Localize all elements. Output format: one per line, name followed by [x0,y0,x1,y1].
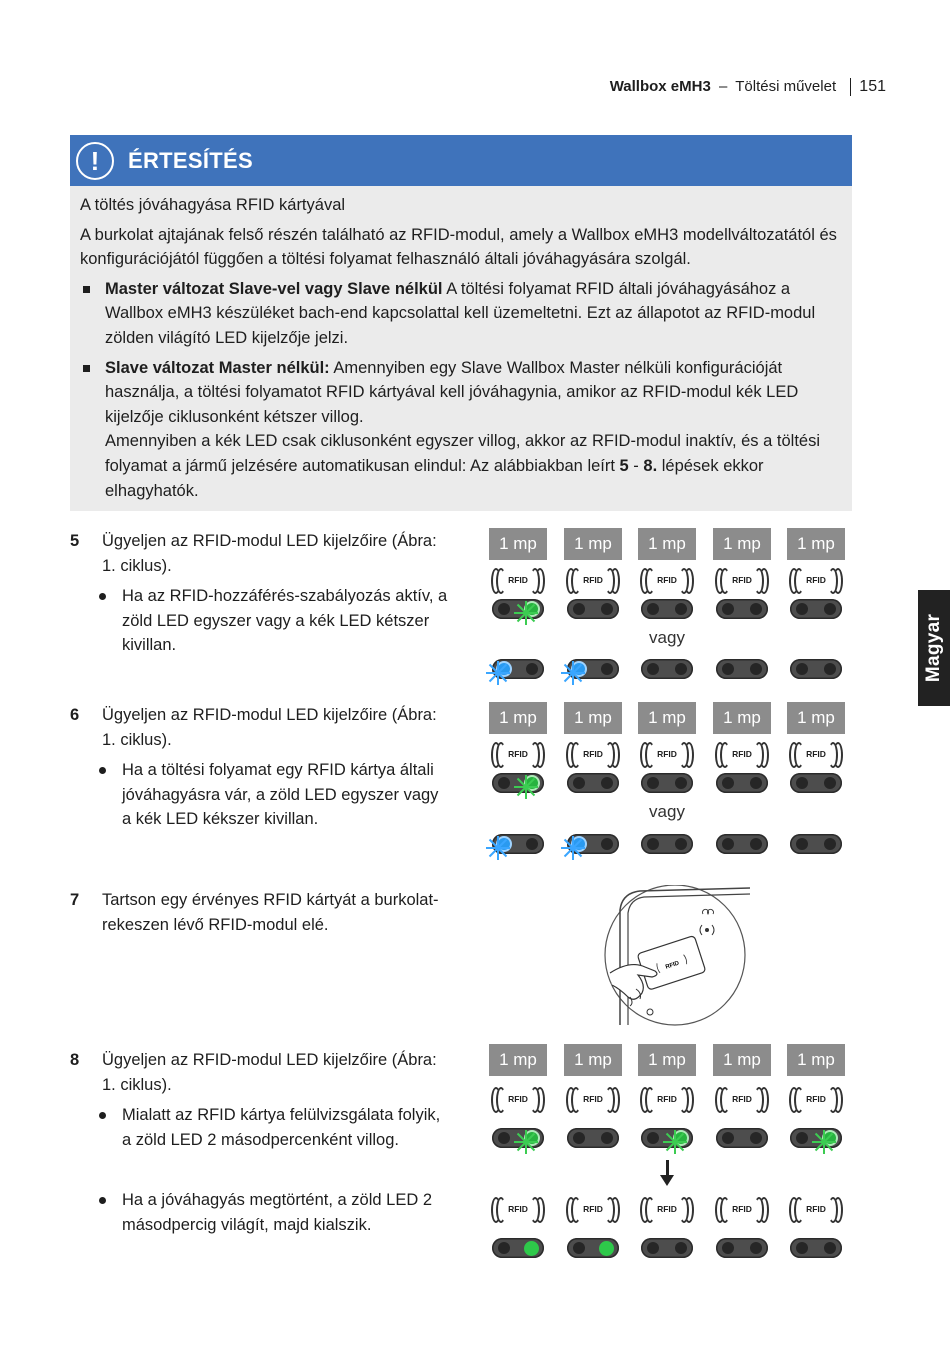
header-product: Wallbox eMH3 [609,78,711,95]
step-number: 8 [70,1051,80,1069]
time-row [488,698,848,738]
led-cell [637,589,697,629]
led-indicator-off [716,1238,768,1258]
rfid-icon [491,1086,545,1114]
interval-label: 1 mp [638,1044,696,1076]
interval-cell [712,698,772,738]
led-indicator-off [641,1238,693,1258]
led-cell [488,763,548,803]
led-indicator-off [716,1128,768,1148]
led-cell [563,589,623,629]
interval-cell [488,524,548,564]
interval-cell [712,524,772,564]
notice-bullet [80,277,842,351]
led-indicator-off [716,773,768,793]
led-cell [488,1228,548,1268]
led-cell [488,1118,548,1158]
led-indicator-green-blink [790,1128,842,1148]
interval-label: 1 mp [489,1044,547,1076]
led-indicator-off [790,659,842,679]
notice-list [80,277,842,503]
led-indicator-off [641,773,693,793]
led-indicator-off [790,599,842,619]
led-row-green [488,589,848,629]
interval-cell [786,698,846,738]
notice-bullet-extra: Amennyiben a kék LED csak ciklusonként egyszer villog, akkor az RFID-modul inaktív, és a töltési folyamat a jármű jelzésére automatikusan elindul: Az alábbiakban leírt [105,432,820,475]
led-indicator-blue-blink [567,659,619,679]
step-bullet: Ha a jóváhagyás megtörtént, a zöld LED 2 másodpercig világít, majd kialszik. [122,1188,452,1237]
rfid-label: RFID [806,749,826,759]
led-cell [712,763,772,803]
led-cell [786,824,846,864]
notice-bullet-lead: Slave változat Master nélkül: [105,358,330,377]
page-header [610,78,886,96]
interval-label: 1 mp [787,1044,845,1076]
led-diagram-step6 [488,698,848,863]
step-text: Ügyeljen az RFID-modul LED kijelzőire (Ábra: 1. ciklus). [102,532,437,575]
rfid-cell [563,1190,623,1230]
hand-holding-card-icon [590,885,760,1030]
led-indicator-off [641,659,693,679]
rfid-icon [566,1086,620,1114]
rfid-label: RFID [806,1094,826,1104]
led-indicator-blue-blink [492,834,544,854]
led-cell [786,1228,846,1268]
step-bullet: Ha az RFID-hozzáférés-szabályozás aktív, a zöld LED egyszer vagy a kék LED kétszer kivillan. [122,584,452,658]
interval-cell [637,698,697,738]
led-indicator-green-on [492,1238,544,1258]
interval-cell [637,1040,697,1080]
step-text: Tartson egy érvényes RFID kártyát a burkolat-rekeszen lévő RFID-modul elé. [102,891,439,934]
led-indicator-green-blink [492,773,544,793]
interval-label: 1 mp [787,528,845,560]
rfid-cell [488,1190,548,1230]
step-text: Ügyeljen az RFID-modul LED kijelzőire (Ábra: 1. ciklus). [102,706,437,749]
led-indicator-green-on [567,1238,619,1258]
led-cell [637,1228,697,1268]
page-number: 151 [850,78,886,96]
led-cell [488,589,548,629]
rfid-cell [488,1080,548,1120]
interval-label: 1 mp [638,528,696,560]
led-indicator-off [716,659,768,679]
led-indicator-blue-blink [567,834,619,854]
rfid-label: RFID [508,1204,528,1214]
notice-step-ref-dash: - [628,456,644,475]
led-diagram-step8 [488,1040,848,1270]
rfid-label: RFID [583,1094,603,1104]
led-indicator-off [567,599,619,619]
language-label: Magyar [923,613,944,683]
rfid-label: RFID [508,749,528,759]
rfid-cell [786,1190,846,1230]
step-text: Ügyeljen az RFID-modul LED kijelzőire (Ábra: 1. ciklus). [102,1051,437,1094]
time-row [488,1040,848,1080]
interval-cell [712,1040,772,1080]
notice-bullet-extra-end: lépések ekkor elhagyhatók. [105,456,764,500]
rfid-label: RFID [806,1204,826,1214]
notice-subtitle: A töltés jóváhagyása RFID kártyával [80,196,346,214]
rfid-label: RFID [657,575,677,585]
led-row-checking [488,1118,848,1158]
rfid-cell [637,1190,697,1230]
card-rfid-label: RFID [664,960,681,971]
led-cell [488,649,548,689]
notice-body [70,186,852,511]
rfid-icon [491,1196,545,1224]
led-indicator-off [790,1238,842,1258]
led-row-approved [488,1228,848,1268]
rfid-label: RFID [657,749,677,759]
rfid-label: RFID [508,575,528,585]
rfid-cell [563,1080,623,1120]
rfid-cell [712,1080,772,1120]
led-cell [712,824,772,864]
notice-bullet-lead: Master változat Slave-vel vagy Slave nélkül [105,279,443,298]
rfid-label: RFID [806,575,826,585]
interval-cell [563,698,623,738]
notice-box [70,135,852,511]
rfid-icon [715,1086,769,1114]
exclamation-circle-icon: ! [76,142,114,180]
led-cell [712,1118,772,1158]
rfid-label: RFID [583,1204,603,1214]
rfid-label: RFID [732,1094,752,1104]
led-cell [637,1118,697,1158]
rfid-label: RFID [657,1204,677,1214]
step-number: 5 [70,532,80,550]
led-cell [563,763,623,803]
led-cell [786,649,846,689]
rfid-label: RFID [508,1094,528,1104]
rfid-icon [789,1086,843,1114]
interval-cell [637,524,697,564]
step-bullet: Mialatt az RFID kártya felülvizsgálata folyik, a zöld LED 2 másodpercenként villog. [122,1103,452,1152]
step-number: 6 [70,706,80,724]
led-cell [563,649,623,689]
led-indicator-off [641,599,693,619]
interval-cell [488,1040,548,1080]
led-cell [637,824,697,864]
rfid-icon [715,1196,769,1224]
notice-bullet-text: Amennyiben egy Slave Wallbox Master nélküli konfigurációját használja, a töltési folyamatot RFID kártyával kell jóváhagynia, amikor az RFID-modul kék LED kijelzője ciklusonként kétszer villog. [105,358,799,426]
interval-label: 1 mp [787,702,845,734]
led-cell [712,589,772,629]
notice-bullet [80,356,842,504]
led-cell [786,1118,846,1158]
rfid-label: RFID [732,749,752,759]
step-8 [70,1048,452,1238]
header-dash: – [719,78,728,95]
rfid-icon [640,1086,694,1114]
led-indicator-off [567,773,619,793]
rfid-icon [566,1196,620,1224]
interval-cell [786,524,846,564]
led-indicator-off [567,1128,619,1148]
rfid-label: RFID [732,575,752,585]
led-cell [563,824,623,864]
interval-label: 1 mp [713,702,771,734]
step-5 [70,529,452,658]
led-indicator-off [716,834,768,854]
rfid-label: RFID [657,1094,677,1104]
header-section: Töltési művelet [735,78,837,95]
interval-cell [488,698,548,738]
led-indicator-off [716,599,768,619]
rfid-icon [789,1196,843,1224]
arrow-down-icon [660,1160,674,1188]
notice-step-ref-start: 5 [619,456,629,475]
rfid-cell [637,1080,697,1120]
step-number: 7 [70,891,80,909]
interval-label: 1 mp [713,528,771,560]
led-indicator-blue-blink [492,659,544,679]
step-6 [70,703,452,832]
led-indicator-green-blink [492,599,544,619]
notice-step-ref-end: 8. [643,456,658,475]
rfid-cell [712,1190,772,1230]
language-tab [918,590,950,706]
interval-cell [563,1040,623,1080]
led-indicator-green-blink [641,1128,693,1148]
interval-label: 1 mp [564,702,622,734]
interval-label: 1 mp [489,702,547,734]
interval-label: 1 mp [489,528,547,560]
interval-label: 1 mp [638,702,696,734]
led-cell [637,763,697,803]
led-row-blue [488,824,848,864]
led-indicator-green-blink [492,1128,544,1148]
step-bullet: Ha a töltési folyamat egy RFID kártya általi jóváhagyásra vár, a zöld LED egyszer vagy a kék LED kékszer kivillan. [122,758,452,832]
led-diagram-step5 [488,524,848,689]
led-cell [563,1118,623,1158]
rfid-row [488,1190,848,1230]
led-row-green [488,763,848,803]
led-cell [786,589,846,629]
notice-intro: A burkolat ajtajának felső részén található az RFID-modul, amely a Wallbox eMH3 modellváltozatától és konfigurációjától függően a töltési folyamat felhasználó általi jóváhagyására szolgál. [80,225,837,269]
led-cell [712,649,772,689]
rfid-icon [640,1196,694,1224]
time-row [488,524,848,564]
led-indicator-off [790,834,842,854]
notice-title: ÉRTESÍTÉS [128,147,253,173]
or-label: vagy [649,802,685,821]
interval-cell [563,524,623,564]
interval-label: 1 mp [564,528,622,560]
led-row-blue [488,649,848,689]
led-indicator-off [790,773,842,793]
rfid-label: RFID [583,749,603,759]
step-7 [70,888,452,937]
or-label: vagy [649,628,685,647]
led-cell [637,649,697,689]
rfid-row [488,1080,848,1120]
interval-label: 1 mp [564,1044,622,1076]
led-cell [786,763,846,803]
led-indicator-off [641,834,693,854]
rfid-cell [786,1080,846,1120]
interval-label: 1 mp [713,1044,771,1076]
interval-cell [786,1040,846,1080]
notice-bullet-text: A töltési folyamat RFID általi jóváhagyásához a Wallbox eMH3 készüléket bach-end kapcsolattal kell üzemeltetni. Ezt az állapotot az RFID-modul zölden világító LED kijelzője jelzi. [105,279,816,347]
rfid-label: RFID [732,1204,752,1214]
rfid-label: RFID [583,575,603,585]
led-cell [712,1228,772,1268]
led-cell [563,1228,623,1268]
notice-header [70,135,852,186]
led-cell [488,824,548,864]
